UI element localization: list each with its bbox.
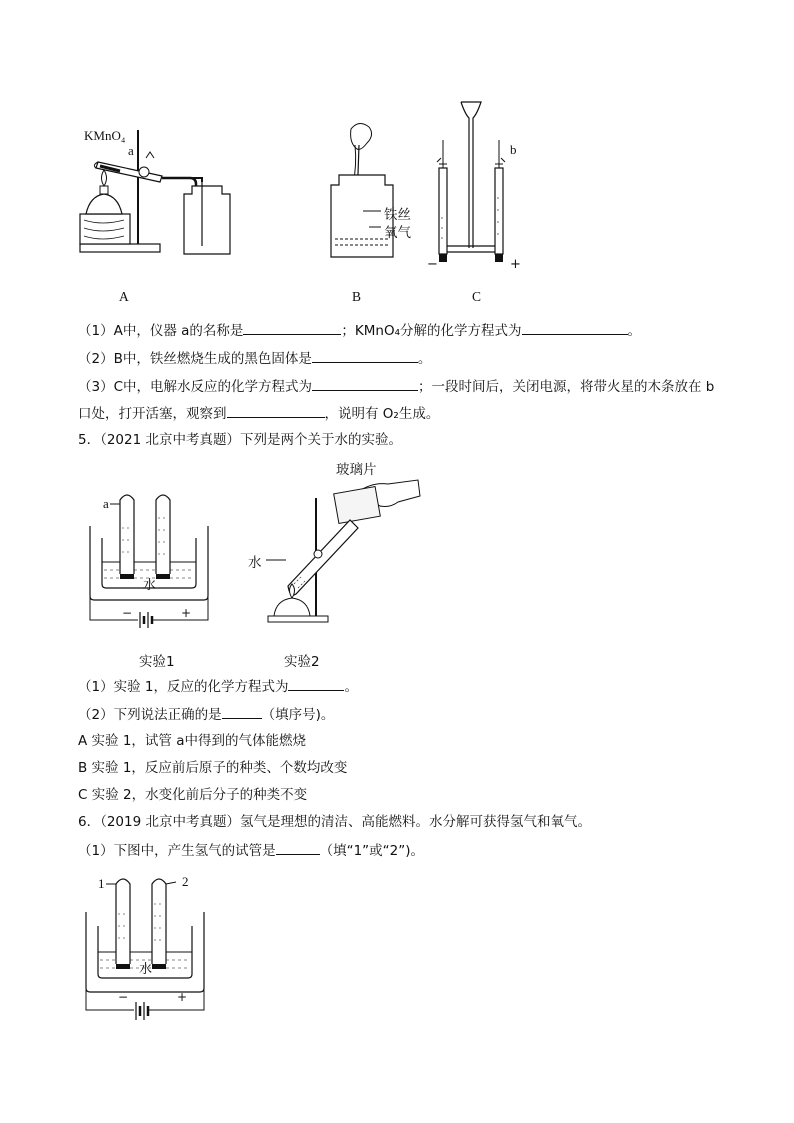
q4-blank-black-solid[interactable]: [312, 348, 418, 363]
exp1-caption: 实验1: [139, 654, 175, 670]
q4-blank-observation[interactable]: [227, 403, 325, 418]
q4-blank-kmno4-equation[interactable]: [522, 320, 628, 335]
figure-b-iron-burning: [325, 115, 415, 265]
q4-blank-instrument[interactable]: [243, 320, 341, 335]
q6-label-water: 水: [139, 962, 153, 977]
q4-blank-electrolysis-equation[interactable]: [312, 376, 418, 391]
q6-part1: （1）下图中，产生氢气的试管是 （填“1”或“2”)。: [78, 840, 424, 861]
exp1-label-water: 水: [143, 578, 157, 593]
q4-part1: （1）A中，仪器 a的名称是 ；KMnO₄分解的化学方程式为 。: [78, 320, 641, 341]
q5-part2: （2）下列说法正确的是 （填序号)。: [78, 704, 334, 725]
label-c-plus: +: [510, 257, 521, 272]
caption-a: A: [119, 289, 129, 304]
q6-blank-tube[interactable]: [276, 840, 320, 855]
q6-label-tube2: 2: [182, 874, 189, 889]
q5-blank-choice[interactable]: [222, 704, 262, 719]
figure-experiment1-electrolysis: [80, 488, 215, 628]
q5-blank-equation[interactable]: [288, 676, 344, 691]
label-c-minus: −: [427, 257, 438, 272]
figure-c-hoffman-apparatus: [425, 98, 525, 278]
q5-option-c: C 实验 2，水变化前后分子的种类不变: [78, 787, 308, 803]
exp2-label-glass: 玻璃片: [336, 462, 377, 478]
q5-option-b: B 实验 1，反应前后原子的种类、个数均改变: [78, 760, 348, 776]
q5-option-a: A 实验 1，试管 a中得到的气体能燃烧: [78, 733, 306, 749]
exp2-label-water: 水: [248, 555, 262, 571]
figure-experiment2-boiling-water: [258, 468, 423, 628]
q6-label-tube1: 1: [98, 876, 105, 891]
label-a-instrument: a: [128, 143, 134, 158]
q5-stem: 5．（2021 北京中考真题）下列是两个关于水的实验。: [78, 432, 402, 448]
label-iron-wire: 铁丝: [384, 207, 411, 223]
q6-label-minus: −: [118, 990, 129, 1004]
label-kmno4: KMnO₄: [84, 128, 126, 143]
exp1-label-minus: −: [122, 606, 133, 620]
caption-c: C: [472, 289, 482, 304]
q6-label-plus: +: [177, 990, 188, 1004]
label-oxygen: 氧气: [384, 225, 411, 241]
caption-b: B: [352, 289, 362, 304]
q4-part3-cont: 口处，打开活塞，观察到 ，说明有 O₂生成。: [78, 403, 439, 424]
exp1-label-a: a: [103, 496, 109, 511]
label-b-valve: b: [510, 142, 517, 157]
figure-q6-electrolysis: [76, 870, 211, 1022]
exp1-label-plus: +: [181, 606, 192, 620]
q6-stem: 6．（2019 北京中考真题）氢气是理想的清洁、高能燃料。水分解可获得氢气和氧气。: [78, 814, 591, 830]
q5-part1: （1）实验 1，反应的化学方程式为 。: [78, 676, 358, 697]
q4-part2: （2）B中，铁丝燃烧生成的黑色固体是 。: [78, 348, 431, 369]
q4-part3: （3）C中，电解水反应的化学方程式为 ；一段时间后，关闭电源，将带火星的木条放在 b: [78, 376, 714, 397]
exp2-caption: 实验2: [284, 654, 320, 670]
